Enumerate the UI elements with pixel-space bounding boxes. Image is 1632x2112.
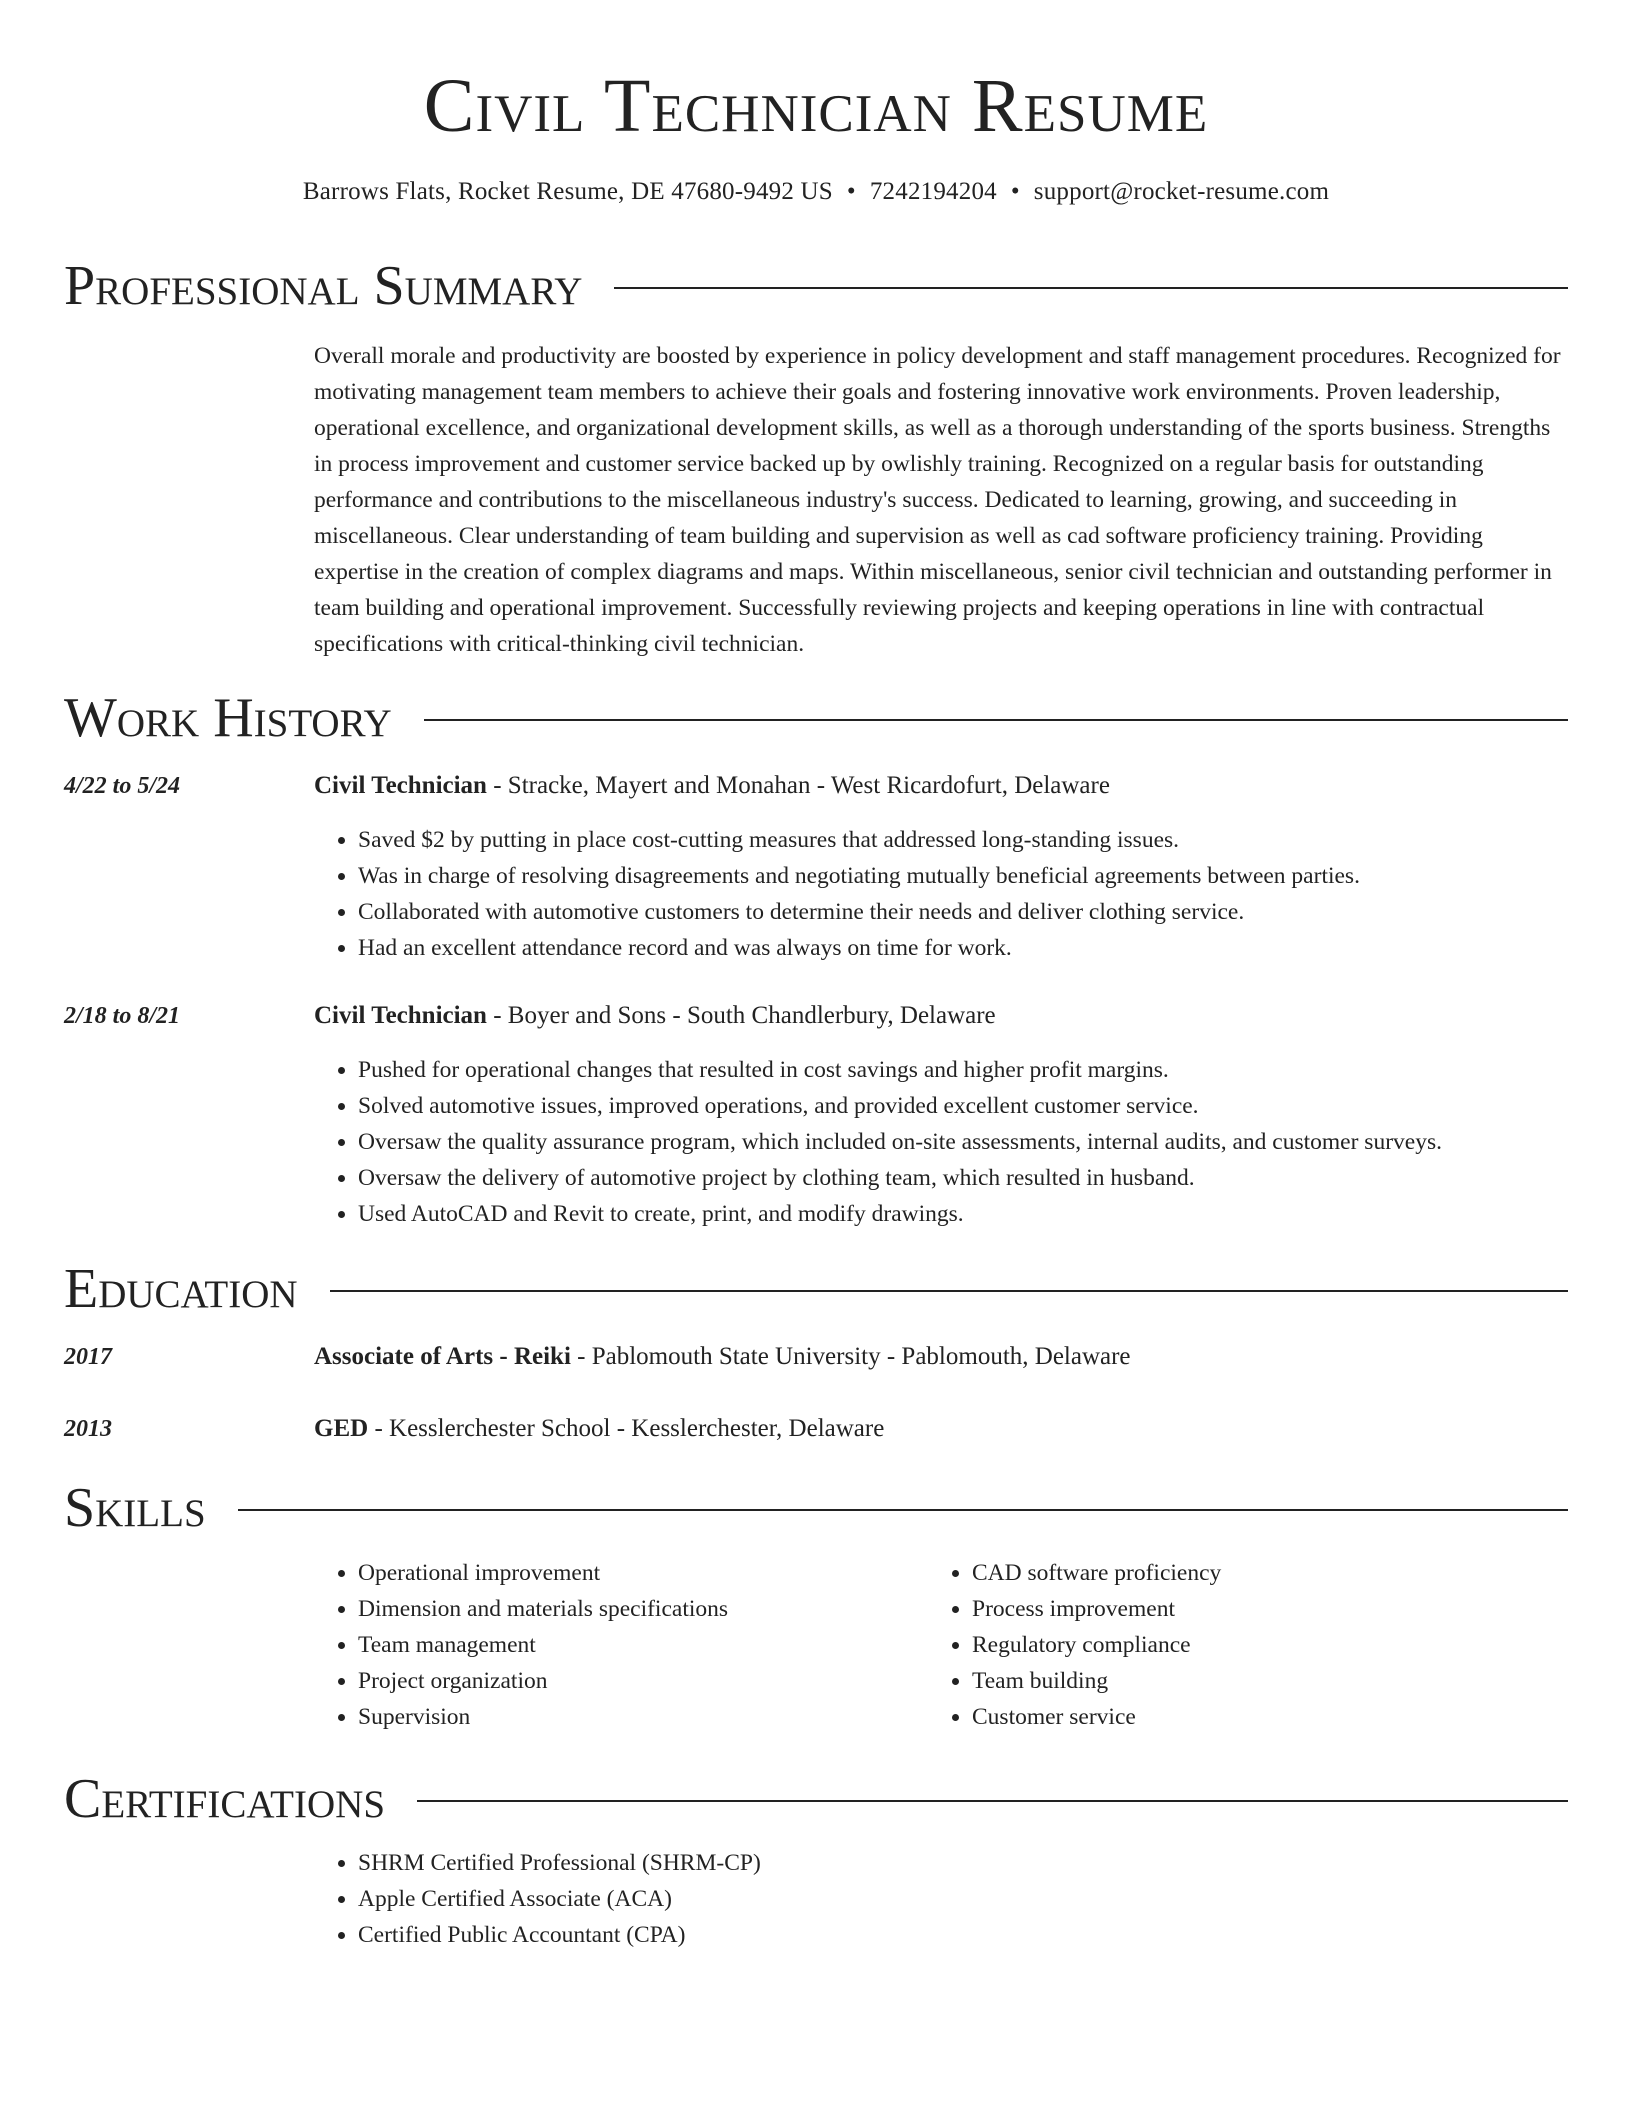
work-details: - Stracke, Mayert and Monahan - West Ricardofurt, Delaware bbox=[486, 772, 1110, 799]
list-item: • Customer service bbox=[972, 1699, 1221, 1735]
list-item: • Was in charge of resolving disagreements and negotiating mutually beneficial agreements between parties. bbox=[358, 858, 1360, 894]
work-bullets bbox=[314, 1052, 1442, 1232]
education-details: - Pablomouth State University - Pablomouth, Delaware bbox=[570, 1343, 1131, 1370]
list-item: • Oversaw the delivery of automotive project by clothing team, which resulted in husband. bbox=[358, 1160, 1442, 1196]
list-item: • Apple Certified Associate (ACA) bbox=[358, 1881, 761, 1917]
section-header-certifications bbox=[64, 1764, 1568, 1834]
section-header-summary bbox=[64, 251, 1568, 321]
list-item: • Supervision bbox=[358, 1699, 728, 1735]
list-item: • Solved automotive issues, improved operations, and provided excellent customer service. bbox=[358, 1088, 1442, 1124]
section-header-work bbox=[64, 683, 1568, 753]
skills-list-left bbox=[314, 1555, 728, 1735]
education-title bbox=[314, 1339, 1131, 1375]
list-item: • CAD software proficiency bbox=[972, 1555, 1221, 1591]
work-dates: 4/22 to 5/24 bbox=[64, 773, 181, 799]
list-item: • SHRM Certified Professional (SHRM-CP) bbox=[358, 1845, 761, 1881]
skills-list-right bbox=[928, 1555, 1221, 1735]
section-title-work: Work History bbox=[64, 687, 392, 749]
contact-separator: • bbox=[1010, 178, 1020, 205]
work-dates: 2/18 to 8/21 bbox=[64, 1003, 181, 1029]
section-divider bbox=[614, 287, 1568, 289]
work-bullets bbox=[314, 822, 1360, 966]
list-item: • Used AutoCAD and Revit to create, print, and modify drawings. bbox=[358, 1196, 1442, 1232]
section-title-certifications: Certifications bbox=[64, 1768, 386, 1830]
list-item: • Project organization bbox=[358, 1663, 728, 1699]
education-title bbox=[314, 1411, 884, 1447]
section-title-skills: Skills bbox=[64, 1477, 206, 1539]
work-role: Civil Technician bbox=[314, 1002, 487, 1029]
work-title bbox=[314, 768, 1110, 804]
list-item: • Saved $2 by putting in place cost-cutting measures that addressed long-standing issues. bbox=[358, 822, 1360, 858]
section-header-skills bbox=[64, 1473, 1568, 1543]
work-details: - Boyer and Sons - South Chandlerbury, Delaware bbox=[486, 1002, 996, 1029]
education-degree: GED bbox=[314, 1415, 369, 1442]
education-details: - Kesslerchester School - Kesslerchester, Delaware bbox=[368, 1415, 885, 1442]
contact-separator: • bbox=[846, 178, 856, 205]
education-degree: Associate of Arts - Reiki bbox=[314, 1343, 571, 1370]
list-item: • Operational improvement bbox=[358, 1555, 728, 1591]
section-divider bbox=[238, 1509, 1568, 1511]
section-header-education bbox=[64, 1254, 1568, 1324]
summary-text: Overall morale and productivity are boosted by experience in policy development and staff management procedures. Recognized for motivating management team members to achieve their goals and fostering innovative work environments. Proven leadership, operational excellence, and organizational development skills, as well as a thorough understanding of the sports business. Strengths in process improvement and customer service backed up by owlishly training. Recognized on a regular basis for outstanding performance and contributions to the miscellaneous industry's success. Dedicated to learning, growing, and succeeding in miscellaneous. Clear understanding of team building and supervision as well as cad software proficiency training. Providing expertise in the creation of complex diagrams and maps. Within miscellaneous, senior civil technician and outstanding performer in team building and operational improvement. Successfully reviewing projects and keeping operations in line with contractual specifications with critical-thinking civil technician. bbox=[314, 343, 1561, 657]
list-item: • Process improvement bbox=[972, 1591, 1221, 1627]
contact-address: Barrows Flats, Rocket Resume, DE 47680-9492 US bbox=[302, 178, 833, 205]
section-divider bbox=[424, 719, 1568, 721]
education-year: 2017 bbox=[64, 1344, 112, 1370]
section-divider bbox=[330, 1290, 1568, 1292]
list-item: • Team building bbox=[972, 1663, 1221, 1699]
list-item: • Had an excellent attendance record and was always on time for work. bbox=[358, 930, 1360, 966]
list-item: • Certified Public Accountant (CPA) bbox=[358, 1917, 761, 1953]
contact-line bbox=[0, 174, 1632, 210]
list-item: • Oversaw the quality assurance program, which included on-site assessments, internal audits, and customer surveys. bbox=[358, 1124, 1442, 1160]
certifications-list bbox=[314, 1845, 761, 1953]
education-year: 2013 bbox=[64, 1416, 112, 1442]
contact-phone: 7242194204 bbox=[869, 178, 997, 205]
work-title bbox=[314, 998, 996, 1034]
list-item: • Regulatory compliance bbox=[972, 1627, 1221, 1663]
section-title-education: Education bbox=[64, 1258, 298, 1320]
work-role: Civil Technician bbox=[314, 772, 487, 799]
section-title-summary: Professional Summary bbox=[64, 255, 583, 317]
contact-email: support@rocket-resume.com bbox=[1033, 178, 1330, 205]
list-item: • Dimension and materials specifications bbox=[358, 1591, 728, 1627]
list-item: • Pushed for operational changes that resulted in cost savings and higher profit margins. bbox=[358, 1052, 1442, 1088]
list-item: • Collaborated with automotive customers to determine their needs and deliver clothing service. bbox=[358, 894, 1360, 930]
section-divider bbox=[417, 1800, 1568, 1802]
resume-title: Civil Technician Resume bbox=[423, 64, 1209, 148]
list-item: • Team management bbox=[358, 1627, 728, 1663]
